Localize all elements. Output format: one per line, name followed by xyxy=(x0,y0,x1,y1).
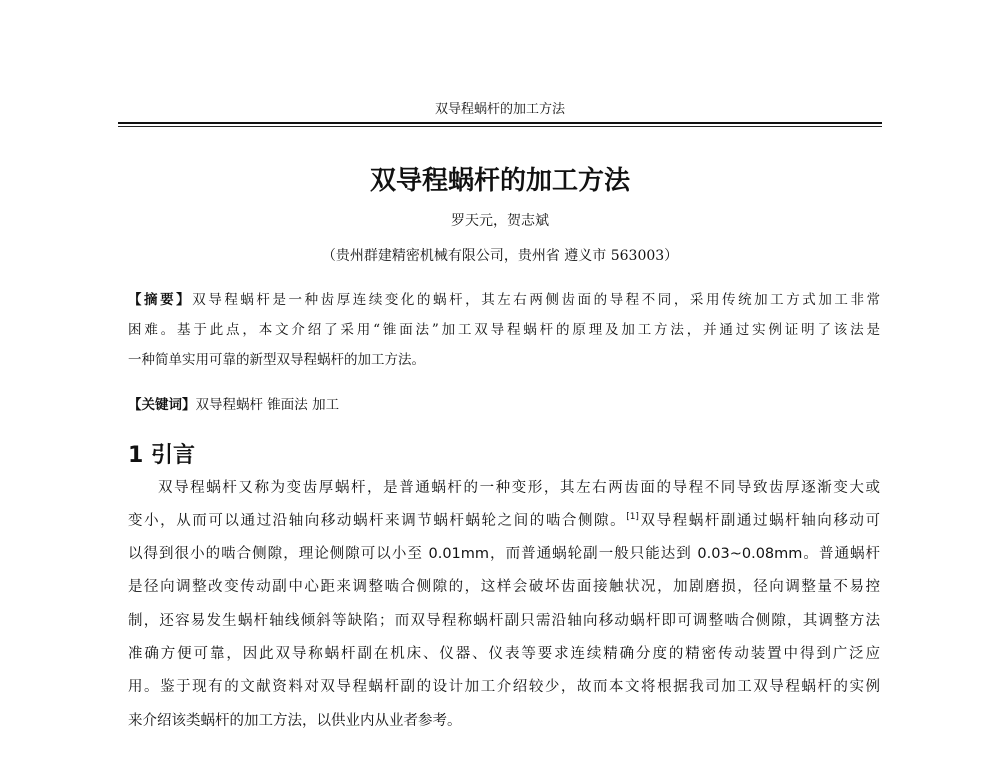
body-text: 双导程蜗杆副通过蜗杆轴向移动可 xyxy=(638,513,880,529)
abstract-line: 困难。基于此点，本文介绍了采用“锥面法”加工双导程蜗杆的原理及加工方法，并通过实例证明了该法是 xyxy=(128,322,880,338)
authors: 罗天元，贺志斌 xyxy=(451,213,549,229)
abstract-label: 【摘要】 xyxy=(128,292,193,308)
citation[interactable]: [1] xyxy=(626,512,639,523)
body-line xyxy=(128,509,880,530)
body-line: 来介绍该类蜗杆的加工方法，以供业内从业者参考。 xyxy=(128,713,462,729)
keywords-label: 【关键词】 xyxy=(128,397,196,413)
body-text: 变小，从而可以通过沿轴向移动蜗杆来调节蜗杆蜗轮之间的啮合侧隙。 xyxy=(128,513,627,529)
header-rule-thin xyxy=(118,126,882,127)
section-heading: 1 引言 xyxy=(128,443,195,468)
abstract-line xyxy=(128,288,880,308)
body-line: 以得到很小的啮合侧隙，理论侧隙可以小至 0.01mm，而普通蜗轮副一般只能达到 0.03~0.08mm。普通蜗杆 xyxy=(128,546,880,562)
affiliation: （贵州群建精密机械有限公司，贵州省 遵义市 563003） xyxy=(321,248,679,264)
body-line: 是径向调整改变传动副中心距来调整啮合侧隙的，这样会破坏齿面接触状况，加剧磨损，径向调整量不易控 xyxy=(128,579,880,595)
body-line: 用。鉴于现有的文献资料对双导程蜗杆副的设计加工介绍较少，故而本文将根据我司加工双导程蜗杆的实例 xyxy=(128,679,880,695)
abstract-line: 一种简单实用可靠的新型双导程蜗杆的加工方法。 xyxy=(128,352,425,368)
keywords-text: 双导程蜗杆 锥面法 加工 xyxy=(195,397,340,413)
keywords-line xyxy=(128,393,880,413)
body-line: 制，还容易发生蜗杆轴线倾斜等缺陷；而双导程称蜗杆副只需沿轴向移动蜗杆即可调整啮合侧隙，其调整方法 xyxy=(128,613,880,629)
body-line: 双导程蜗杆又称为变齿厚蜗杆，是普通蜗杆的一种变形，其左右两齿面的导程不同导致齿厚逐渐变大或 xyxy=(158,480,880,496)
paper-title: 双导程蜗杆的加工方法 xyxy=(369,166,630,196)
body-line: 准确方便可靠，因此双导称蜗杆副在机床、仪器、仪表等要求连续精确分度的精密传动装置中得到广泛应 xyxy=(128,646,880,662)
abstract-text: 双导程蜗杆是一种齿厚连续变化的蜗杆，其左右两侧齿面的导程不同，采用传统加工方式加工非常 xyxy=(192,292,881,308)
running-header: 双导程蜗杆的加工方法 xyxy=(434,102,565,117)
header-rule xyxy=(118,122,882,124)
